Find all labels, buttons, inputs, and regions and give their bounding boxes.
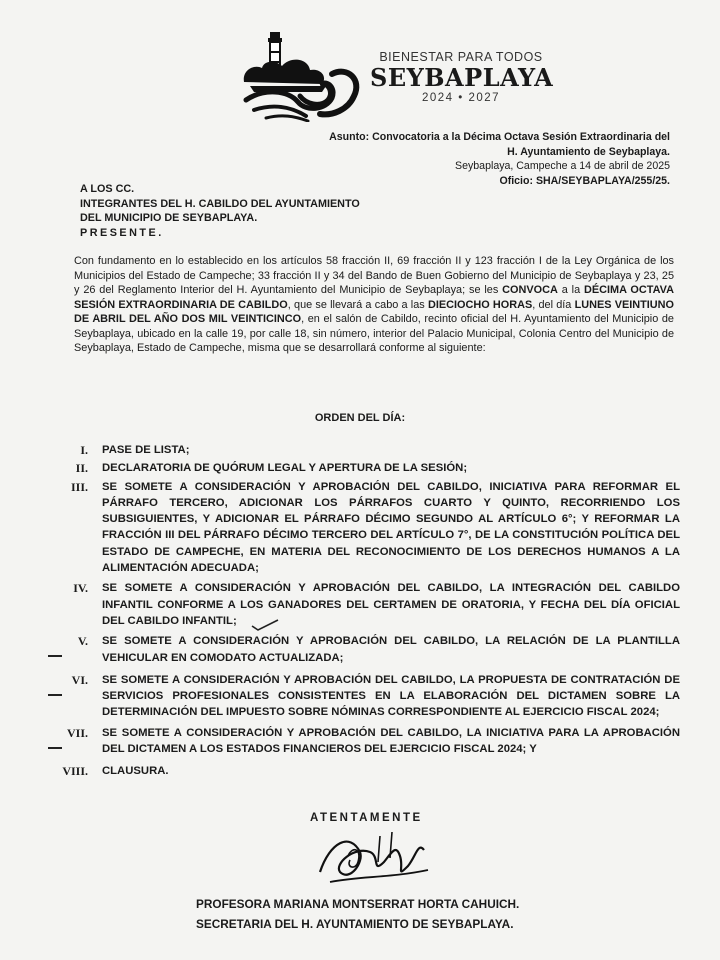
agenda-item — [40, 672, 680, 721]
agenda-item — [40, 763, 680, 779]
asunto-line-2: H. Ayuntamiento de Seybaplaya. — [507, 145, 670, 158]
agenda-item-text: SE SOMETE A CONSIDERACIÓN Y APROBACIÓN DEL CABILDO, LA INTEGRACIÓN DEL CABILDO INFANTIL CONFORME A LOS GANADORES DEL CERTAMEN DE ORATORIA, Y FECHA DEL DÍA OFICIAL DEL CABILDO INFANTIL; — [102, 582, 680, 627]
agenda-item-number: I. — [80, 443, 88, 457]
pen-dash-mark — [48, 694, 62, 696]
agenda-item-number: VIII. — [62, 764, 88, 779]
addressee-line-3: DEL MUNICIPIO DE SEYBAPLAYA. — [80, 212, 258, 224]
atentamente-label: ATENTAMENTE — [310, 812, 423, 824]
checkmark-icon — [250, 618, 280, 632]
orden-del-dia-title: ORDEN DEL DÍA: — [314, 412, 406, 424]
agenda-item-number: VII. — [66, 725, 88, 740]
agenda-item — [40, 725, 680, 758]
place-date: Seybaplaya, Campeche a 14 de abril de 2025 — [455, 160, 670, 172]
pen-dash-mark — [48, 655, 62, 657]
body-paragraph — [74, 254, 674, 356]
addressee — [80, 182, 360, 240]
body-text-5: , en el salón de Cabildo, recinto oficial del H. Ayuntamiento del Municipio de Seybaplaya, ubicado en la calle 19, por calle 18, sin número, interior del Palacio Municipal, Colonia Centro del Municipio de Seybaplaya, Estado de Campeche, misma que se desarrollará conforme al siguiente: — [74, 313, 674, 354]
lighthouse-wave-logo-icon — [236, 26, 366, 122]
agenda-item — [40, 580, 680, 629]
agenda-item-number: IV. — [73, 581, 88, 596]
pen-dash-mark — [48, 747, 62, 749]
letter-header — [329, 130, 670, 188]
agenda-item-number: V. — [77, 634, 88, 649]
signer-block — [196, 894, 519, 934]
brand-name: SEYBAPLAYA — [370, 63, 554, 92]
agenda-item-text: SE SOMETE A CONSIDERACIÓN Y APROBACIÓN DEL CABILDO, INICIATIVA PARA REFORMAR EL PÁRRAFO TERCERO, ADICIONAR LOS PÁRRAFOS CUARTO Y QUINTO, RECORRIENDO LOS SUBSIGUIENTES, Y ADICIONAR EL PÁRRAFO DÉCIMO SEGUNDO AL ARTÍCULO 6°; Y REFORMAR LA FRACCIÓN III DEL PÁRRAFO DÉCIMO TERCERO DEL ARTÍCULO 7°, DE LA CONSTITUCIÓN POLÍTICA DEL ESTADO DE CAMPECHE, EN MATERIA DEL RECONOCIMIENTO DE LOS DERECHOS HUMANOS A LA ALIMENTACIÓN ADECUADA; — [102, 480, 680, 575]
body-bold-date: LUNES VEINTIUNO DE ABRIL DEL AÑO DOS MIL VEINTICINCO — [74, 298, 675, 325]
brand-tagline: BIENESTAR PARA TODOS — [379, 50, 543, 64]
oficio-number: Oficio: SHA/SEYBAPLAYA/255/25. — [499, 174, 670, 187]
brand-block — [370, 50, 552, 104]
agenda-list — [40, 442, 680, 780]
agenda-item-text: CLAUSURA. — [102, 765, 169, 778]
agenda-item-text: SE SOMETE A CONSIDERACIÓN Y APROBACIÓN DEL CABILDO, LA RELACIÓN DE LA PLANTILLA VEHICULAR EN COMODATO ACTUALIZADA; — [102, 635, 680, 664]
body-bold-hour: DIECIOCHO HORAS — [427, 298, 533, 311]
agenda-item-text: SE SOMETE A CONSIDERACIÓN Y APROBACIÓN DEL CABILDO, LA INICIATIVA PARA LA APROBACIÓN DEL DICTAMEN A LOS ESTADOS FINANCIEROS DEL EJERCICIO FISCAL 2024; Y — [102, 726, 680, 756]
signature-icon — [300, 822, 440, 894]
body-bold-convoca: CONVOCA — [502, 284, 558, 296]
agenda-item-number: II. — [75, 461, 88, 476]
brand-years: 2024 • 2027 — [421, 92, 501, 104]
addressee-presente: PRESENTE. — [80, 226, 164, 239]
addressee-line-2: INTEGRANTES DEL H. CABILDO DEL AYUNTAMIENTO — [80, 197, 360, 210]
agenda-item-text: DECLARATORIA DE QUÓRUM LEGAL Y APERTURA DE LA SESIÓN; — [102, 462, 468, 475]
agenda-item — [40, 633, 680, 666]
agenda-item — [40, 442, 680, 458]
signer-title: SECRETARIA DEL H. AYUNTAMIENTO DE SEYBAPLAYA. — [196, 917, 514, 931]
agenda-item-text: PASE DE LISTA; — [102, 444, 190, 456]
body-text-2: a la — [557, 284, 584, 296]
agenda-item — [40, 460, 680, 476]
signer-name: PROFESORA MARIANA MONTSERRAT HORTA CAHUICH. — [196, 897, 520, 911]
body-text-4: , del día — [532, 298, 575, 311]
agenda-item — [40, 479, 680, 577]
agenda-item-number: VI. — [71, 672, 88, 687]
asunto-line: Asunto: Convocatoria a la Décima Octava Sesión Extraordinaria del — [329, 131, 670, 143]
body-bold-session: DÉCIMA OCTAVA SESIÓN EXTRAORDINARIA DE CABILDO — [74, 284, 674, 311]
body-text-1: Con fundamento en lo establecido en los artículos 58 fracción II, 69 fracción II y 123 fracción I de la Ley Orgánica de los Municipios del Estado de Campeche; 33 fracción II y 34 del Bando de Buen Gobierno del Municipio de Seybaplaya y 23, 25 y 26 del Reglamento Interior del H. Ayuntamiento del Municipio de Seybaplaya; se les — [74, 255, 674, 296]
addressee-line-1: A LOS CC. — [80, 183, 135, 195]
agenda-item-text: SE SOMETE A CONSIDERACIÓN Y APROBACIÓN DEL CABILDO, LA PROPUESTA DE CONTRATACIÓN DE SERVICIOS PROFESIONALES CONSISTENTES EN LA ELABORACIÓN DEL DICTAMEN SOBRE LA DETERMINACIÓN DEL IMPUESTO SOBRE NÓMINAS CORRESPONDIENTE AL EJERCICIO FISCAL 2024; — [102, 673, 680, 719]
body-text-3: , que se llevará a cabo a las — [287, 298, 428, 311]
agenda-item-number: III. — [70, 479, 88, 494]
